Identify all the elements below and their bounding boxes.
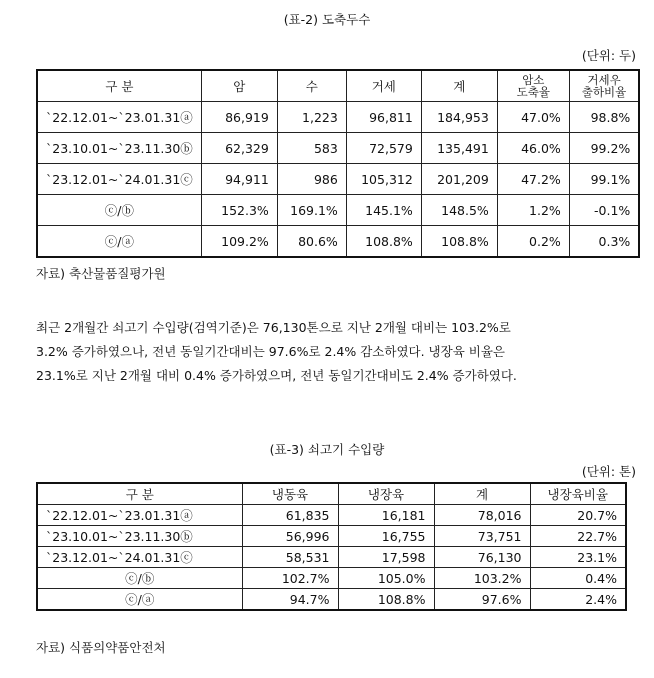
- table2-unit: (단위: 두): [581, 48, 636, 63]
- cell: 108.8%: [338, 589, 434, 611]
- cell: 47.2%: [497, 164, 569, 195]
- cell: 20.7%: [530, 505, 626, 526]
- cell: 135,491: [421, 133, 497, 164]
- cell: -0.1%: [569, 195, 639, 226]
- cell: 56,996: [242, 526, 338, 547]
- cell: 17,598: [338, 547, 434, 568]
- cell: 94.7%: [242, 589, 338, 611]
- table-row: [37, 195, 639, 226]
- cell: 98.8%: [569, 102, 639, 133]
- header-frozen: 냉동육: [242, 483, 338, 505]
- cell: 97.6%: [434, 589, 530, 611]
- row-label: ⓒ/ⓑ: [37, 195, 201, 226]
- table3-unit: (단위: 톤): [581, 464, 636, 479]
- cell: 47.0%: [497, 102, 569, 133]
- body-paragraph: [36, 316, 636, 388]
- table-row: [37, 102, 639, 133]
- header-total: 계: [434, 483, 530, 505]
- cell: 99.1%: [569, 164, 639, 195]
- row-label: `22.12.01~`23.01.31ⓐ: [37, 102, 201, 133]
- cell: 99.2%: [569, 133, 639, 164]
- cell: 148.5%: [421, 195, 497, 226]
- cell: 583: [277, 133, 346, 164]
- cell: 94,911: [201, 164, 277, 195]
- table2-source: 자료) 축산물품질평가원: [36, 266, 166, 281]
- row-label: `23.12.01~`24.01.31ⓒ: [37, 547, 242, 568]
- header-chilled: 냉장육: [338, 483, 434, 505]
- cell: 105,312: [346, 164, 421, 195]
- header-female: 암: [201, 70, 277, 102]
- cell: 62,329: [201, 133, 277, 164]
- table3-title: (표-3) 쇠고기 수입량: [269, 442, 385, 457]
- cell: 152.3%: [201, 195, 277, 226]
- table-row: [37, 526, 626, 547]
- table3-source: 자료) 식품의약품안전처: [36, 640, 166, 655]
- cell: 61,835: [242, 505, 338, 526]
- row-label: `23.10.01~`23.11.30ⓑ: [37, 133, 201, 164]
- cell: 0.4%: [530, 568, 626, 589]
- cell: 184,953: [421, 102, 497, 133]
- header-chilled-ratio: 냉장육비율: [530, 483, 626, 505]
- cell: 0.3%: [569, 226, 639, 258]
- table-header-row: [37, 483, 626, 505]
- row-label: `22.12.01~`23.01.31ⓐ: [37, 505, 242, 526]
- paragraph-line: 3.2% 증가하였으나, 전년 동일기간대비는 97.6%로 2.4% 감소하였다. 냉장육 비율은: [36, 344, 505, 359]
- cell: 80.6%: [277, 226, 346, 258]
- beef-import-table: [36, 482, 627, 611]
- table-row: [37, 547, 626, 568]
- cell: 46.0%: [497, 133, 569, 164]
- header-category: 구 분: [37, 70, 201, 102]
- table-row: [37, 133, 639, 164]
- cell: 201,209: [421, 164, 497, 195]
- cell: 108.8%: [346, 226, 421, 258]
- cell: 96,811: [346, 102, 421, 133]
- cell: 169.1%: [277, 195, 346, 226]
- cell: 78,016: [434, 505, 530, 526]
- cell: 76,130: [434, 547, 530, 568]
- header-male: 수: [277, 70, 346, 102]
- cell: 108.8%: [421, 226, 497, 258]
- row-label: `23.12.01~`24.01.31ⓒ: [37, 164, 201, 195]
- table-row: [37, 589, 626, 611]
- row-label: ⓒ/ⓐ: [37, 226, 201, 258]
- cell: 16,755: [338, 526, 434, 547]
- cell: 23.1%: [530, 547, 626, 568]
- cell: 986: [277, 164, 346, 195]
- cell: 1,223: [277, 102, 346, 133]
- cell: 105.0%: [338, 568, 434, 589]
- paragraph-line: 23.1%로 지난 2개월 대비 0.4% 증가하였으며, 전년 동일기간대비도 2.4% 증가하였다.: [36, 368, 517, 383]
- cell: 72,579: [346, 133, 421, 164]
- cell: 1.2%: [497, 195, 569, 226]
- table2-title: (표-2) 도축두수: [283, 12, 371, 27]
- table-row: [37, 505, 626, 526]
- cell: 109.2%: [201, 226, 277, 258]
- cell: 73,751: [434, 526, 530, 547]
- paragraph-line: 최근 2개월간 쇠고기 수입량(검역기준)은 76,130톤으로 지난 2개월 대비는 103.2%로: [36, 320, 511, 335]
- cell: 2.4%: [530, 589, 626, 611]
- header-steer-shipment-ratio: 거세우 출하비율: [569, 70, 639, 102]
- table-row: [37, 568, 626, 589]
- table-row: [37, 226, 639, 258]
- header-steer: 거세: [346, 70, 421, 102]
- cell: 102.7%: [242, 568, 338, 589]
- cell: 22.7%: [530, 526, 626, 547]
- table-header-row: [37, 70, 639, 102]
- header-total: 계: [421, 70, 497, 102]
- row-label: `23.10.01~`23.11.30ⓑ: [37, 526, 242, 547]
- table-row: [37, 164, 639, 195]
- row-label: ⓒ/ⓐ: [37, 589, 242, 611]
- slaughter-count-table: [36, 69, 640, 258]
- row-label: ⓒ/ⓑ: [37, 568, 242, 589]
- header-category: 구 분: [37, 483, 242, 505]
- cell: 145.1%: [346, 195, 421, 226]
- header-cow-slaughter-rate: 암소 도축율: [497, 70, 569, 102]
- cell: 58,531: [242, 547, 338, 568]
- cell: 86,919: [201, 102, 277, 133]
- cell: 103.2%: [434, 568, 530, 589]
- cell: 16,181: [338, 505, 434, 526]
- cell: 0.2%: [497, 226, 569, 258]
